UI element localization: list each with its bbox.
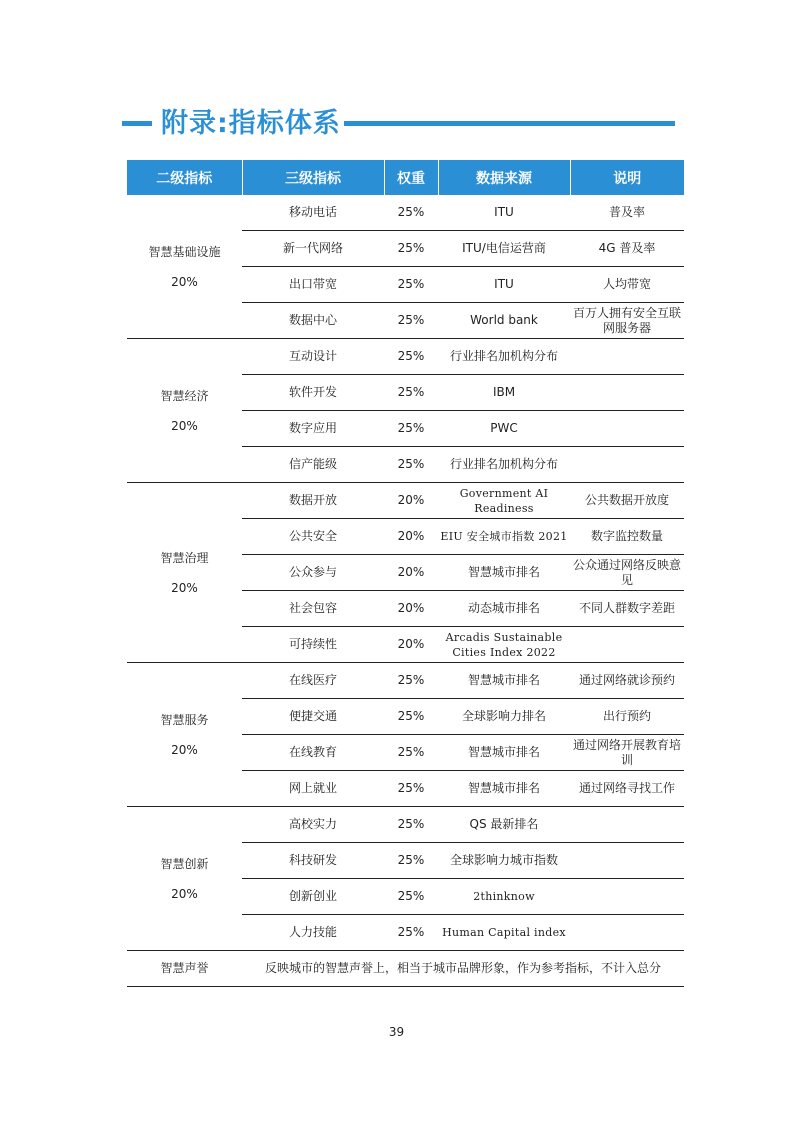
table-row — [127, 807, 684, 843]
weight-cell: 25% — [384, 771, 438, 807]
source-cell: ITU — [438, 267, 570, 303]
source-cell: 全球影响力排名 — [438, 699, 570, 735]
weight-cell: 25% — [384, 879, 438, 915]
weight-cell: 25% — [384, 375, 438, 411]
header-source: 数据来源 — [438, 160, 570, 195]
note-cell — [570, 807, 684, 843]
note-cell — [570, 447, 684, 483]
page-number: 39 — [388, 1025, 405, 1039]
weight-cell: 20% — [384, 519, 438, 555]
weight-cell: 25% — [384, 195, 438, 231]
group-cell — [127, 339, 242, 483]
table-header-row — [127, 160, 684, 195]
weight-cell: 25% — [384, 699, 438, 735]
source-cell: 智慧城市排名 — [438, 735, 570, 771]
weight-cell: 20% — [384, 483, 438, 519]
weight-cell: 20% — [384, 591, 438, 627]
table-row-reputation — [127, 951, 684, 987]
note-cell — [570, 411, 684, 447]
indicator-cell: 新一代网络 — [242, 231, 384, 267]
weight-cell: 25% — [384, 303, 438, 339]
source-cell: Arcadis Sustainable Cities Index 2022 — [438, 627, 570, 663]
note-cell — [570, 375, 684, 411]
indicator-cell: 在线教育 — [242, 735, 384, 771]
note-cell: 普及率 — [570, 195, 684, 231]
source-cell: 智慧城市排名 — [438, 771, 570, 807]
note-cell: 通过网络开展教育培训 — [570, 735, 684, 771]
indicator-cell: 社会包容 — [242, 591, 384, 627]
page-title: 附录:指标体系 — [161, 108, 341, 139]
weight-cell: 25% — [384, 231, 438, 267]
note-cell — [570, 915, 684, 951]
title-rule-right — [344, 121, 675, 126]
source-cell: Human Capital index — [438, 915, 570, 951]
indicator-cell: 便捷交通 — [242, 699, 384, 735]
note-cell: 数字监控数量 — [570, 519, 684, 555]
header-level3: 三级指标 — [242, 160, 384, 195]
reputation-description: 反映城市的智慧声誉上，相当于城市品牌形象，作为参考指标，不计入总分 — [242, 951, 684, 987]
table-row — [127, 195, 684, 231]
indicator-cell: 创新创业 — [242, 879, 384, 915]
table-row — [127, 483, 684, 519]
weight-cell: 25% — [384, 915, 438, 951]
indicator-cell: 信产能级 — [242, 447, 384, 483]
reputation-name: 智慧声誉 — [127, 951, 242, 987]
source-cell: 智慧城市排名 — [438, 555, 570, 591]
header-note: 说明 — [570, 160, 684, 195]
header-weight: 权重 — [384, 160, 438, 195]
weight-cell: 25% — [384, 843, 438, 879]
indicator-cell: 移动电话 — [242, 195, 384, 231]
source-cell: ITU/电信运营商 — [438, 231, 570, 267]
indicator-cell: 高校实力 — [242, 807, 384, 843]
indicator-cell: 科技研发 — [242, 843, 384, 879]
note-cell: 百万人拥有安全互联网服务器 — [570, 303, 684, 339]
group-name: 智慧服务 — [160, 712, 209, 727]
indicator-cell: 在线医疗 — [242, 663, 384, 699]
note-cell: 4G 普及率 — [570, 231, 684, 267]
note-cell — [570, 339, 684, 375]
weight-cell: 25% — [384, 807, 438, 843]
indicator-cell: 公共安全 — [242, 519, 384, 555]
table-row — [127, 663, 684, 699]
source-cell: PWC — [438, 411, 570, 447]
weight-cell: 25% — [384, 339, 438, 375]
group-weight: 20% — [171, 580, 198, 595]
source-cell: 动态城市排名 — [438, 591, 570, 627]
title-rule-left — [122, 121, 152, 126]
source-cell: EIU 安全城市指数 2021 — [438, 519, 570, 555]
group-weight: 20% — [171, 274, 198, 289]
group-cell — [127, 195, 242, 339]
group-name: 智慧经济 — [160, 388, 209, 403]
note-cell: 出行预约 — [570, 699, 684, 735]
indicator-cell: 数字应用 — [242, 411, 384, 447]
indicator-cell: 数据中心 — [242, 303, 384, 339]
weight-cell: 25% — [384, 663, 438, 699]
group-cell — [127, 807, 242, 951]
indicator-table — [127, 160, 684, 987]
indicator-cell: 出口带宽 — [242, 267, 384, 303]
note-cell — [570, 627, 684, 663]
source-cell: 2thinknow — [438, 879, 570, 915]
note-cell: 人均带宽 — [570, 267, 684, 303]
group-name: 智慧基础设施 — [148, 244, 221, 259]
source-cell: 智慧城市排名 — [438, 663, 570, 699]
source-cell: 行业排名加机构分布 — [438, 447, 570, 483]
indicator-cell: 数据开放 — [242, 483, 384, 519]
weight-cell: 25% — [384, 735, 438, 771]
indicator-cell: 互动设计 — [242, 339, 384, 375]
table-row — [127, 339, 684, 375]
source-cell: 行业排名加机构分布 — [438, 339, 570, 375]
source-cell: Government AI Readiness — [438, 483, 570, 519]
source-cell: World bank — [438, 303, 570, 339]
section-title — [122, 104, 675, 144]
header-level2: 二级指标 — [127, 160, 242, 195]
group-cell — [127, 663, 242, 807]
note-cell: 公众通过网络反映意见 — [570, 555, 684, 591]
weight-cell: 25% — [384, 447, 438, 483]
source-cell: QS 最新排名 — [438, 807, 570, 843]
group-weight: 20% — [171, 886, 198, 901]
source-cell: ITU — [438, 195, 570, 231]
group-cell — [127, 483, 242, 663]
note-cell: 公共数据开放度 — [570, 483, 684, 519]
group-name: 智慧治理 — [160, 550, 209, 565]
note-cell: 通过网络就诊预约 — [570, 663, 684, 699]
source-cell: IBM — [438, 375, 570, 411]
group-weight: 20% — [171, 418, 198, 433]
indicator-cell: 公众参与 — [242, 555, 384, 591]
weight-cell: 20% — [384, 627, 438, 663]
weight-cell: 25% — [384, 411, 438, 447]
note-cell — [570, 879, 684, 915]
source-cell: 全球影响力城市指数 — [438, 843, 570, 879]
weight-cell: 25% — [384, 267, 438, 303]
note-cell: 不同人群数字差距 — [570, 591, 684, 627]
indicator-cell: 人力技能 — [242, 915, 384, 951]
note-cell — [570, 843, 684, 879]
indicator-cell: 软件开发 — [242, 375, 384, 411]
indicator-cell: 可持续性 — [242, 627, 384, 663]
group-weight: 20% — [171, 742, 198, 757]
note-cell: 通过网络寻找工作 — [570, 771, 684, 807]
indicator-cell: 网上就业 — [242, 771, 384, 807]
weight-cell: 20% — [384, 555, 438, 591]
group-name: 智慧创新 — [160, 856, 209, 871]
